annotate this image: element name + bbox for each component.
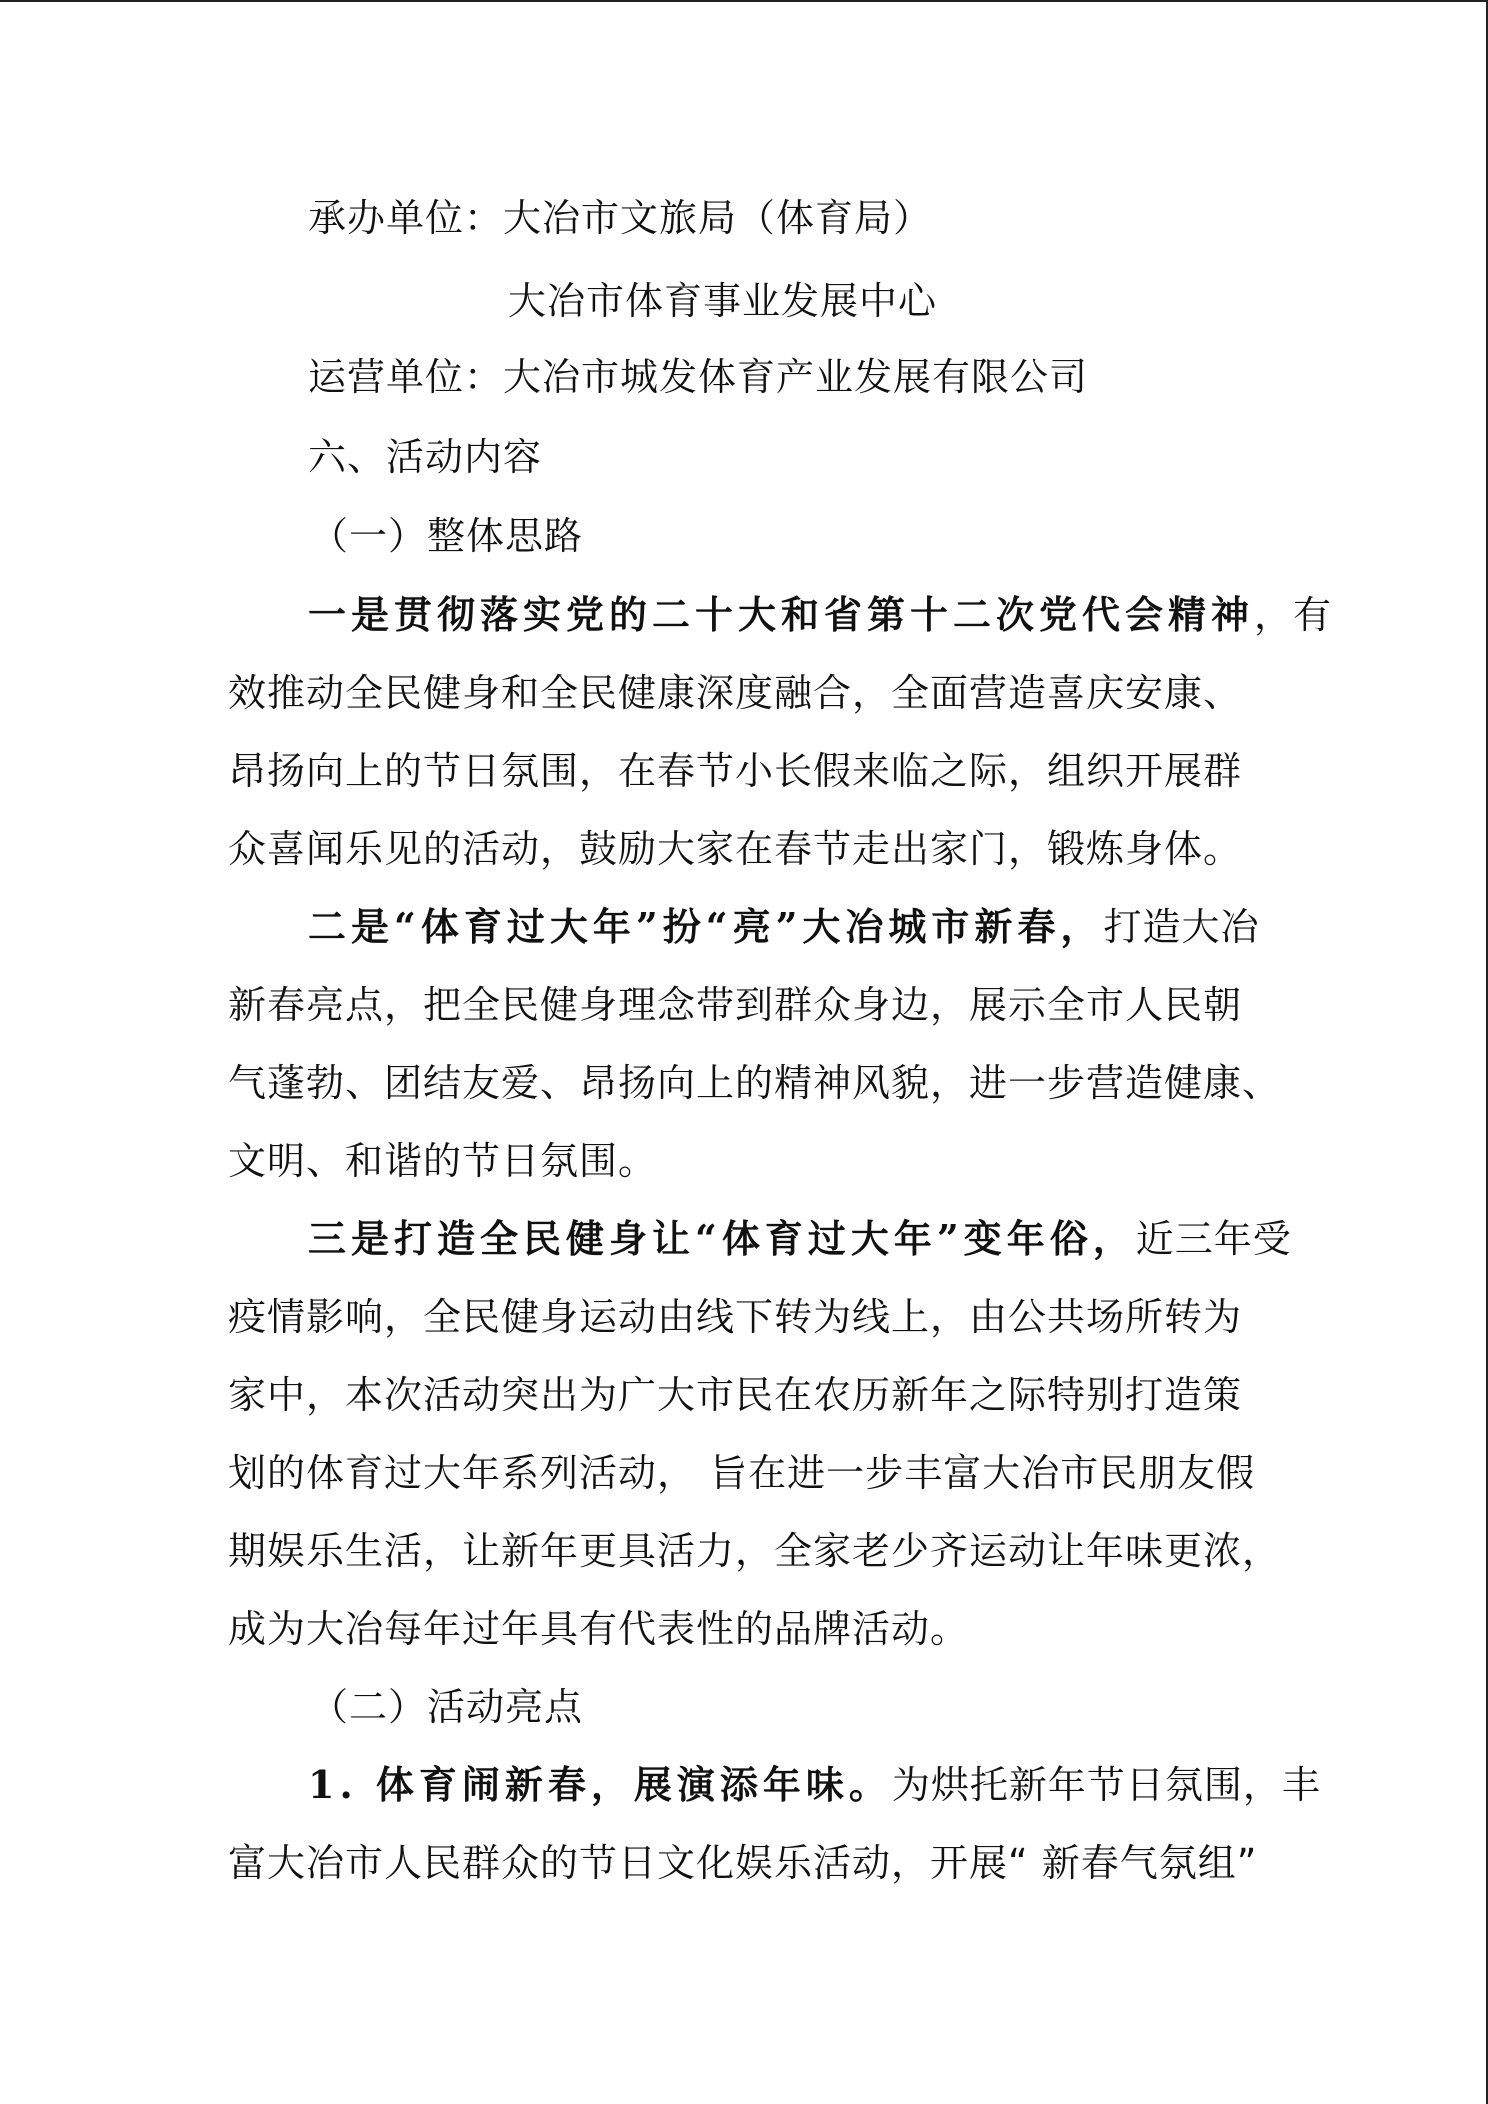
organizer-line-2: 大冶市体育事业发展中心 (508, 279, 938, 323)
paragraph-2-line: 新春亮点，把全民健身理念带到群众身边，展示全市人民朝 (228, 983, 1243, 1027)
paragraph-3-first-line (308, 1214, 1292, 1264)
paragraph-1-line: 昂扬向上的节日氛围，在春节小长假来临之际，组织开展群 (228, 749, 1243, 793)
paragraph-2-line: 气蓬勃、团结友爱、昂扬向上的精神风貌，进一步营造健康、 (228, 1061, 1282, 1105)
paragraph-4-line: 富大冶市人民群众的节日文化娱乐活动，开展“ 新春气氛组” (228, 1841, 1258, 1885)
paragraph-3-line: 疫情影响，全民健身运动由线下转为线上，由公共场所转为 (228, 1295, 1243, 1339)
paragraph-1-line: 效推动全民健身和全民健康深度融合，全面营造喜庆安康、 (228, 671, 1243, 715)
paragraph-4-lead-rest: 为烘托新年节日氛围，丰 (891, 1763, 1321, 1807)
paragraph-3-line: 家中，本次活动突出为广大市民在农历新年之际特别打造策 (228, 1373, 1243, 1417)
subsection-heading-1: （一）整体思路 (310, 514, 584, 558)
paragraph-1-line: 众喜闻乐见的活动，鼓励大家在春节走出家门，锻炼身体。 (228, 827, 1243, 871)
subsection-heading-2: （二）活动亮点 (310, 1685, 584, 1729)
paragraph-3-line: 划的体育过大年系列活动， 旨在进一步丰富大冶市民朋友假 (228, 1451, 1256, 1495)
paragraph-4-bold-lead: 1. 体育闹新春，展演添年味。 (308, 1762, 892, 1807)
paragraph-4-first-line (308, 1760, 1321, 1810)
paragraph-2-lead-rest: 打造大冶 (1103, 905, 1260, 949)
paragraph-3-lead-rest: 近三年受 (1135, 1217, 1292, 1261)
paragraph-1-first-line (308, 590, 1332, 640)
paragraph-2-bold-lead: 二是“体育过大年”扮“亮”大冶城市新春， (308, 904, 1104, 949)
paragraph-3-line: 成为大冶每年过年具有代表性的品牌活动。 (228, 1607, 970, 1651)
paragraph-1-lead-rest: ，有 (1254, 593, 1333, 637)
paragraph-3-line: 期娱乐生活，让新年更具活力，全家老少齐运动让年味更浓， (228, 1529, 1282, 1573)
section-heading-6: 六、活动内容 (308, 435, 543, 479)
operator-line: 运营单位：大冶市城发体育产业发展有限公司 (308, 355, 1089, 399)
page-border-top (0, 0, 1488, 2)
organizer-line: 承办单位：大冶市文旅局（体育局） (308, 196, 933, 240)
paragraph-2-line: 文明、和谐的节日氛围。 (228, 1139, 658, 1183)
paragraph-2-first-line (308, 902, 1259, 952)
paragraph-1-bold-lead: 一是贯彻落实党的二十大和省第十二次党代会精神 (308, 592, 1255, 637)
paragraph-3-bold-lead: 三是打造全民健身让“体育过大年”变年俗， (308, 1216, 1136, 1261)
